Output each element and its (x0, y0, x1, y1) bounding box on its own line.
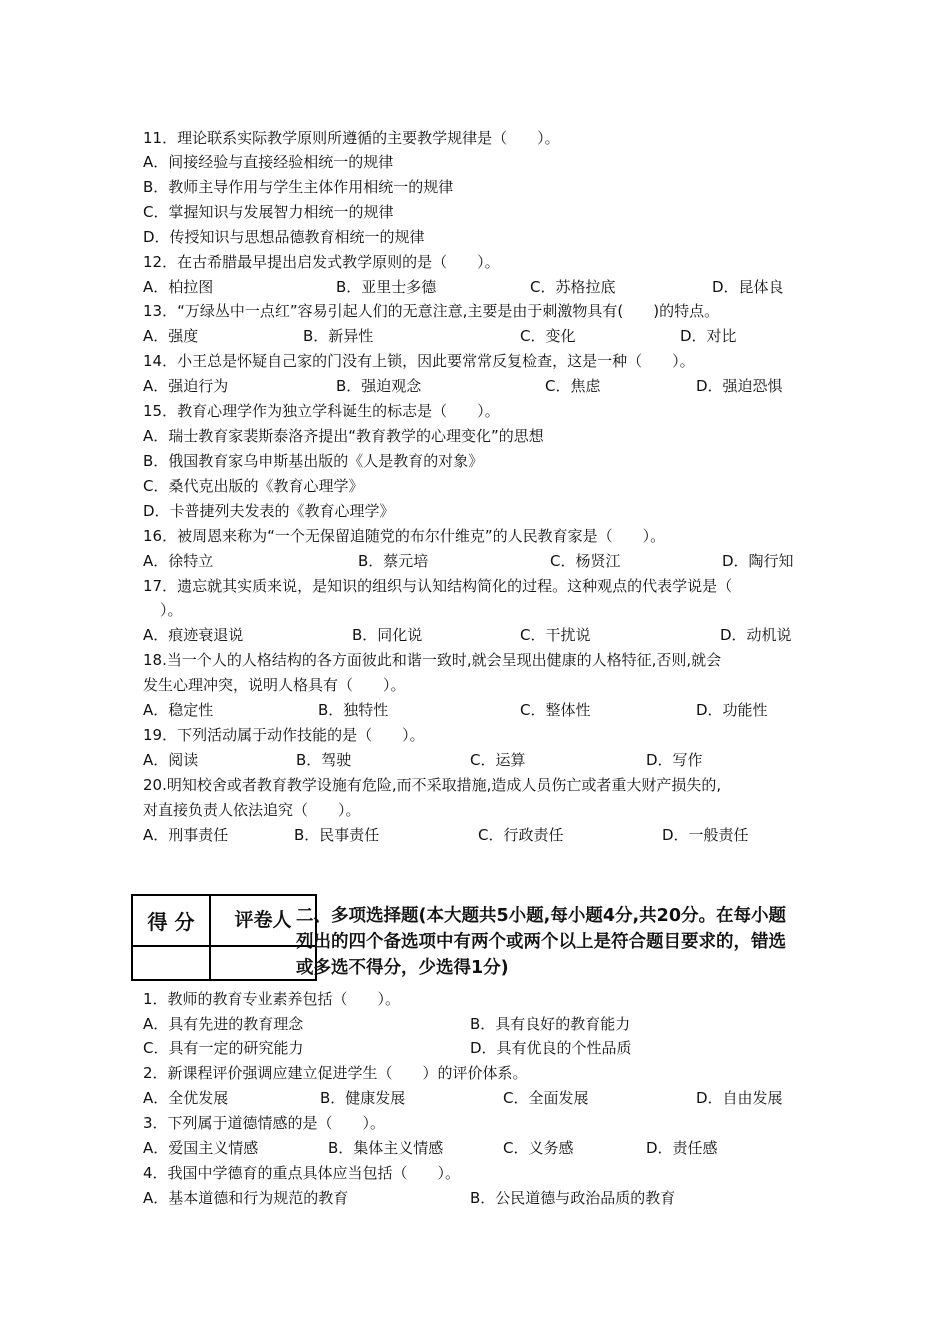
score-table (131, 894, 317, 981)
option-d: D．责任感 (646, 1139, 718, 1157)
question-stem: 16．被周恩来称为“一个无保留追随党的布尔什维克”的人民教育家是（ ）。 (143, 527, 666, 545)
option-c: C．掌握知识与发展智力相统一的规律 (143, 203, 394, 221)
option-b: B．独特性 (318, 701, 389, 719)
option-a: A．基本道德和行为规范的教育 (143, 1189, 349, 1207)
option-a: A．瑞士教育家裴斯泰洛齐提出“教育教学的心理变化”的思想 (143, 427, 544, 445)
option-c: C．行政责任 (478, 826, 564, 844)
question-stem: 17．遗忘就其实质来说，是知识的组织与认知结构简化的过程。这种观点的代表学说是（ (143, 577, 733, 595)
option-a: A．痕迹衰退说 (143, 626, 244, 644)
question-stem-cont: 发生心理冲突，说明人格具有（ ）。 (143, 676, 406, 694)
score-label: 得 分 (132, 895, 210, 946)
option-b: B．民事责任 (294, 826, 380, 844)
option-b: B．强迫观念 (336, 377, 422, 395)
option-a: A．爱国主义情感 (143, 1139, 259, 1157)
option-c: C．变化 (520, 327, 576, 345)
option-c: C．苏格拉底 (530, 278, 616, 296)
option-b: B．集体主义情感 (328, 1139, 444, 1157)
option-b: B．具有良好的教育能力 (470, 1015, 631, 1033)
option-d: D．陶行知 (722, 552, 794, 570)
option-c: C．干扰说 (520, 626, 591, 644)
option-b: B．健康发展 (320, 1089, 406, 1107)
option-d: D．写作 (646, 751, 703, 769)
option-d: D．具有优良的个性品质 (470, 1039, 632, 1057)
option-c: C．整体性 (520, 701, 591, 719)
question-stem-cont: 对直接负责人依法追究（ ）。 (143, 801, 361, 819)
option-c: C．桑代克出版的《教育心理学》 (143, 477, 364, 495)
option-b: B．蔡元培 (358, 552, 429, 570)
option-c: C．焦虑 (545, 377, 601, 395)
option-d: D．动机说 (720, 626, 792, 644)
option-b: B．亚里士多德 (336, 278, 437, 296)
option-a: A．刑事责任 (143, 826, 229, 844)
question-stem: 19．下列活动属于动作技能的是（ ）。 (143, 726, 425, 744)
option-d: D．一般责任 (662, 826, 749, 844)
option-a: A．间接经验与直接经验相统一的规律 (143, 153, 394, 171)
option-b: B．公民道德与政治品质的教育 (470, 1189, 676, 1207)
option-c: C．全面发展 (503, 1089, 589, 1107)
question-stem-cont: ）。 (160, 601, 183, 619)
option-b: B．同化说 (352, 626, 423, 644)
section-heading: 二、多项选择题(本大题共5小题,每小题4分,共20分。在每小题列出的四个备选项中有两个或两个以上是符合题目要求的，错选或多选不得分，少选得1分) (296, 906, 786, 978)
option-d: D．对比 (680, 327, 737, 345)
option-a: A．强度 (143, 327, 199, 345)
grader-label: 评卷人 (210, 895, 316, 946)
option-d: D．昆体良 (712, 278, 784, 296)
option-a: A．阅读 (143, 751, 199, 769)
option-b: B．教师主导作用与学生主体作用相统一的规律 (143, 178, 454, 196)
option-b: B．驾驶 (296, 751, 352, 769)
question-stem: 13．“万绿丛中一点红”容易引起人们的无意注意,主要是由于刺激物具有( )的特点。 (143, 302, 720, 320)
option-c: C．具有一定的研究能力 (143, 1039, 304, 1057)
question-stem: 20.明知校舍或者教育教学设施有危险,而不采取措施,造成人员伤亡或者重大财产损失的, (143, 776, 722, 794)
option-c: C．杨贤江 (550, 552, 621, 570)
option-d: D．功能性 (696, 701, 768, 719)
option-d: D．自由发展 (696, 1089, 783, 1107)
option-d: D．强迫恐惧 (696, 377, 783, 395)
question-stem: 2．新课程评价强调应建立促进学生（ ）的评价体系。 (143, 1064, 528, 1082)
option-a: A．强迫行为 (143, 377, 229, 395)
question-stem: 12．在古希腊最早提出启发式教学原则的是（ ）。 (143, 253, 500, 271)
option-a: A．稳定性 (143, 701, 214, 719)
question-stem: 4．我国中学德育的重点具体应当包括（ ）。 (143, 1164, 461, 1182)
option-a: A．全优发展 (143, 1089, 229, 1107)
option-b: B．新异性 (303, 327, 374, 345)
question-stem: 11．理论联系实际教学原则所遵循的主要教学规律是（ ）。 (143, 129, 560, 147)
option-c: C．义务感 (503, 1139, 574, 1157)
option-c: C．运算 (470, 751, 526, 769)
question-stem: 18.当一个人的人格结构的各方面彼此和谐一致时,就会呈现出健康的人格特征,否则,就会 (143, 651, 722, 669)
option-d: D．传授知识与思想品德教育相统一的规律 (143, 228, 425, 246)
option-a: A．徐特立 (143, 552, 214, 570)
option-d: D．卡普捷列夫发表的《教育心理学》 (143, 502, 395, 520)
option-a: A．具有先进的教育理念 (143, 1015, 304, 1033)
option-b: B．俄国教育家乌申斯基出版的《人是教育的对象》 (143, 452, 484, 470)
question-stem: 1．教师的教育专业素养包括（ ）。 (143, 990, 401, 1008)
question-stem: 15．教育心理学作为独立学科诞生的标志是（ ）。 (143, 402, 500, 420)
option-a: A．柏拉图 (143, 278, 214, 296)
score-cell[interactable] (132, 946, 210, 980)
question-stem: 14．小王总是怀疑自己家的门没有上锁，因此要常常反复检查，这是一种（ ）。 (143, 352, 695, 370)
question-stem: 3．下列属于道德情感的是（ ）。 (143, 1114, 386, 1132)
